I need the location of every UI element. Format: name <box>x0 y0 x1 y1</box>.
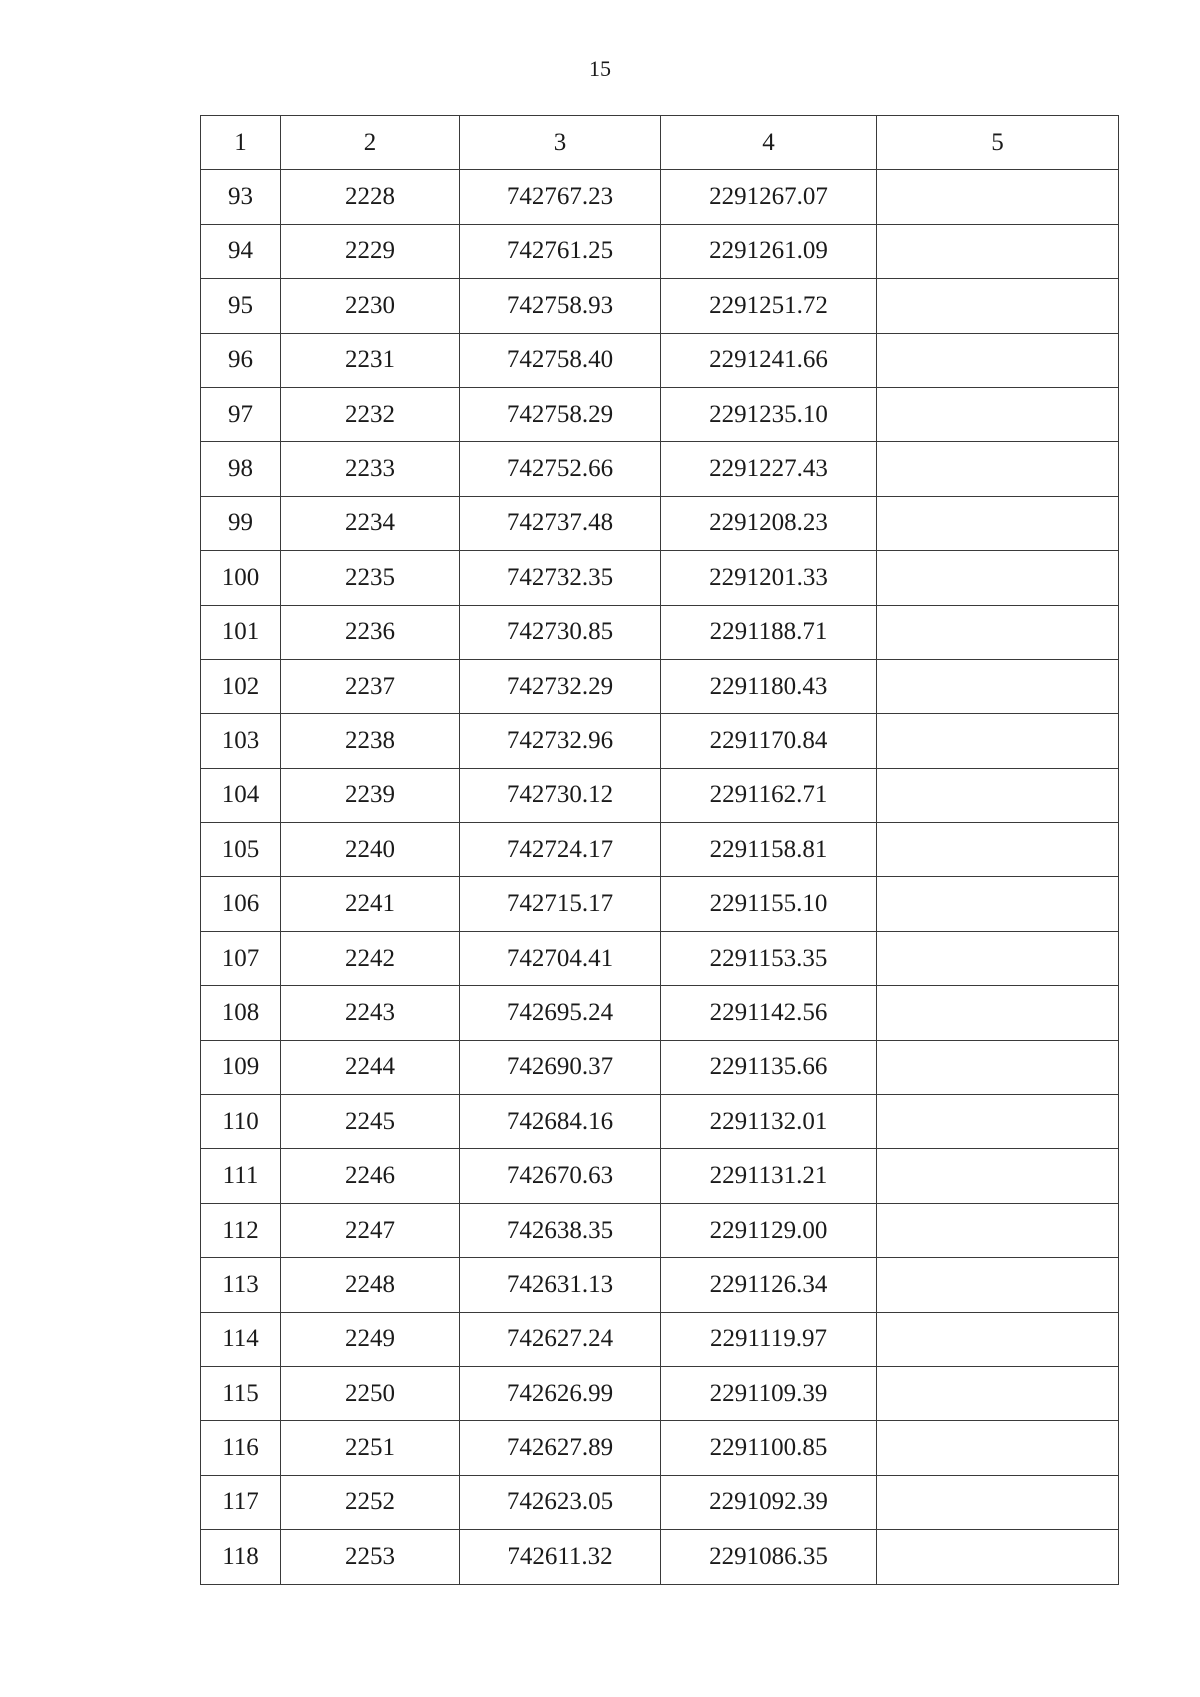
row-number-cell: 102 <box>201 659 281 713</box>
table-row <box>201 714 1119 768</box>
point-id-cell: 2234 <box>281 496 460 550</box>
row-number-cell: 110 <box>201 1095 281 1149</box>
row-number-cell: 112 <box>201 1203 281 1257</box>
note-cell <box>877 768 1119 822</box>
point-id-cell: 2241 <box>281 877 460 931</box>
note-cell <box>877 605 1119 659</box>
y-coordinate-cell: 2291261.09 <box>661 224 877 278</box>
row-number-cell: 118 <box>201 1530 281 1584</box>
table-row <box>201 823 1119 877</box>
row-number-cell: 94 <box>201 224 281 278</box>
y-coordinate-cell: 2291188.71 <box>661 605 877 659</box>
y-coordinate-cell: 2291180.43 <box>661 659 877 713</box>
row-number-cell: 97 <box>201 387 281 441</box>
table-header-row <box>201 116 1119 170</box>
note-cell <box>877 224 1119 278</box>
table-row <box>201 986 1119 1040</box>
point-id-cell: 2244 <box>281 1040 460 1094</box>
note-cell <box>877 1366 1119 1420</box>
column-header: 2 <box>281 116 460 170</box>
point-id-cell: 2232 <box>281 387 460 441</box>
note-cell <box>877 279 1119 333</box>
point-id-cell: 2229 <box>281 224 460 278</box>
column-header: 3 <box>460 116 661 170</box>
point-id-cell: 2251 <box>281 1421 460 1475</box>
note-cell <box>877 1312 1119 1366</box>
y-coordinate-cell: 2291109.39 <box>661 1366 877 1420</box>
y-coordinate-cell: 2291129.00 <box>661 1203 877 1257</box>
page-number: 15 <box>589 56 611 81</box>
x-coordinate-cell: 742730.85 <box>460 605 661 659</box>
table-row <box>201 659 1119 713</box>
row-number-cell: 104 <box>201 768 281 822</box>
column-header: 4 <box>661 116 877 170</box>
row-number-cell: 99 <box>201 496 281 550</box>
y-coordinate-cell: 2291235.10 <box>661 387 877 441</box>
note-cell <box>877 333 1119 387</box>
column-header: 1 <box>201 116 281 170</box>
note-cell <box>877 1149 1119 1203</box>
y-coordinate-cell: 2291126.34 <box>661 1258 877 1312</box>
y-coordinate-cell: 2291142.56 <box>661 986 877 1040</box>
point-id-cell: 2250 <box>281 1366 460 1420</box>
note-cell <box>877 551 1119 605</box>
row-number-cell: 117 <box>201 1475 281 1529</box>
point-id-cell: 2242 <box>281 931 460 985</box>
note-cell <box>877 1421 1119 1475</box>
table-row <box>201 1203 1119 1257</box>
y-coordinate-cell: 2291170.84 <box>661 714 877 768</box>
x-coordinate-cell: 742626.99 <box>460 1366 661 1420</box>
note-cell <box>877 1530 1119 1584</box>
row-number-cell: 103 <box>201 714 281 768</box>
table-row <box>201 279 1119 333</box>
x-coordinate-cell: 742623.05 <box>460 1475 661 1529</box>
table-row <box>201 442 1119 496</box>
table-row <box>201 1258 1119 1312</box>
table-row <box>201 1530 1119 1584</box>
table-row <box>201 768 1119 822</box>
point-id-cell: 2233 <box>281 442 460 496</box>
column-header: 5 <box>877 116 1119 170</box>
row-number-cell: 100 <box>201 551 281 605</box>
note-cell <box>877 1475 1119 1529</box>
row-number-cell: 115 <box>201 1366 281 1420</box>
x-coordinate-cell: 742611.32 <box>460 1530 661 1584</box>
y-coordinate-cell: 2291251.72 <box>661 279 877 333</box>
x-coordinate-cell: 742670.63 <box>460 1149 661 1203</box>
row-number-cell: 113 <box>201 1258 281 1312</box>
x-coordinate-cell: 742758.40 <box>460 333 661 387</box>
x-coordinate-cell: 742704.41 <box>460 931 661 985</box>
table-row <box>201 224 1119 278</box>
point-id-cell: 2228 <box>281 170 460 224</box>
point-id-cell: 2236 <box>281 605 460 659</box>
point-id-cell: 2231 <box>281 333 460 387</box>
x-coordinate-cell: 742737.48 <box>460 496 661 550</box>
point-id-cell: 2238 <box>281 714 460 768</box>
x-coordinate-cell: 742627.89 <box>460 1421 661 1475</box>
row-number-cell: 101 <box>201 605 281 659</box>
y-coordinate-cell: 2291227.43 <box>661 442 877 496</box>
row-number-cell: 105 <box>201 823 281 877</box>
point-id-cell: 2252 <box>281 1475 460 1529</box>
y-coordinate-cell: 2291155.10 <box>661 877 877 931</box>
note-cell <box>877 170 1119 224</box>
x-coordinate-cell: 742752.66 <box>460 442 661 496</box>
point-id-cell: 2243 <box>281 986 460 1040</box>
y-coordinate-cell: 2291201.33 <box>661 551 877 605</box>
point-id-cell: 2248 <box>281 1258 460 1312</box>
point-id-cell: 2245 <box>281 1095 460 1149</box>
note-cell <box>877 659 1119 713</box>
x-coordinate-cell: 742732.29 <box>460 659 661 713</box>
table-row <box>201 605 1119 659</box>
x-coordinate-cell: 742767.23 <box>460 170 661 224</box>
row-number-cell: 106 <box>201 877 281 931</box>
y-coordinate-cell: 2291241.66 <box>661 333 877 387</box>
note-cell <box>877 1095 1119 1149</box>
x-coordinate-cell: 742627.24 <box>460 1312 661 1366</box>
point-id-cell: 2253 <box>281 1530 460 1584</box>
row-number-cell: 107 <box>201 931 281 985</box>
note-cell <box>877 986 1119 1040</box>
row-number-cell: 116 <box>201 1421 281 1475</box>
y-coordinate-cell: 2291135.66 <box>661 1040 877 1094</box>
y-coordinate-cell: 2291119.97 <box>661 1312 877 1366</box>
row-number-cell: 95 <box>201 279 281 333</box>
x-coordinate-cell: 742761.25 <box>460 224 661 278</box>
row-number-cell: 109 <box>201 1040 281 1094</box>
x-coordinate-cell: 742684.16 <box>460 1095 661 1149</box>
row-number-cell: 111 <box>201 1149 281 1203</box>
x-coordinate-cell: 742638.35 <box>460 1203 661 1257</box>
note-cell <box>877 1258 1119 1312</box>
y-coordinate-cell: 2291153.35 <box>661 931 877 985</box>
row-number-cell: 96 <box>201 333 281 387</box>
x-coordinate-cell: 742724.17 <box>460 823 661 877</box>
x-coordinate-cell: 742732.96 <box>460 714 661 768</box>
y-coordinate-cell: 2291132.01 <box>661 1095 877 1149</box>
table-row <box>201 1312 1119 1366</box>
y-coordinate-cell: 2291086.35 <box>661 1530 877 1584</box>
point-id-cell: 2240 <box>281 823 460 877</box>
table-row <box>201 333 1119 387</box>
y-coordinate-cell: 2291100.85 <box>661 1421 877 1475</box>
x-coordinate-cell: 742695.24 <box>460 986 661 1040</box>
x-coordinate-cell: 742730.12 <box>460 768 661 822</box>
note-cell <box>877 387 1119 441</box>
row-number-cell: 114 <box>201 1312 281 1366</box>
note-cell <box>877 823 1119 877</box>
y-coordinate-cell: 2291131.21 <box>661 1149 877 1203</box>
y-coordinate-cell: 2291162.71 <box>661 768 877 822</box>
note-cell <box>877 1040 1119 1094</box>
table-row <box>201 1040 1119 1094</box>
point-id-cell: 2230 <box>281 279 460 333</box>
y-coordinate-cell: 2291267.07 <box>661 170 877 224</box>
x-coordinate-cell: 742732.35 <box>460 551 661 605</box>
note-cell <box>877 1203 1119 1257</box>
x-coordinate-cell: 742758.93 <box>460 279 661 333</box>
table-row <box>201 877 1119 931</box>
x-coordinate-cell: 742631.13 <box>460 1258 661 1312</box>
x-coordinate-cell: 742690.37 <box>460 1040 661 1094</box>
table-row <box>201 931 1119 985</box>
row-number-cell: 93 <box>201 170 281 224</box>
coordinates-table <box>200 115 1119 1585</box>
point-id-cell: 2237 <box>281 659 460 713</box>
table-row <box>201 1421 1119 1475</box>
table-row <box>201 1095 1119 1149</box>
x-coordinate-cell: 742758.29 <box>460 387 661 441</box>
note-cell <box>877 442 1119 496</box>
note-cell <box>877 877 1119 931</box>
y-coordinate-cell: 2291208.23 <box>661 496 877 550</box>
note-cell <box>877 496 1119 550</box>
row-number-cell: 108 <box>201 986 281 1040</box>
point-id-cell: 2235 <box>281 551 460 605</box>
table-row <box>201 387 1119 441</box>
table-row <box>201 1366 1119 1420</box>
point-id-cell: 2247 <box>281 1203 460 1257</box>
table-body <box>201 116 1119 1585</box>
point-id-cell: 2249 <box>281 1312 460 1366</box>
x-coordinate-cell: 742715.17 <box>460 877 661 931</box>
row-number-cell: 98 <box>201 442 281 496</box>
y-coordinate-cell: 2291092.39 <box>661 1475 877 1529</box>
table-row <box>201 551 1119 605</box>
note-cell <box>877 714 1119 768</box>
point-id-cell: 2239 <box>281 768 460 822</box>
table-row <box>201 170 1119 224</box>
note-cell <box>877 931 1119 985</box>
table-row <box>201 1475 1119 1529</box>
point-id-cell: 2246 <box>281 1149 460 1203</box>
table-row <box>201 496 1119 550</box>
y-coordinate-cell: 2291158.81 <box>661 823 877 877</box>
table-row <box>201 1149 1119 1203</box>
